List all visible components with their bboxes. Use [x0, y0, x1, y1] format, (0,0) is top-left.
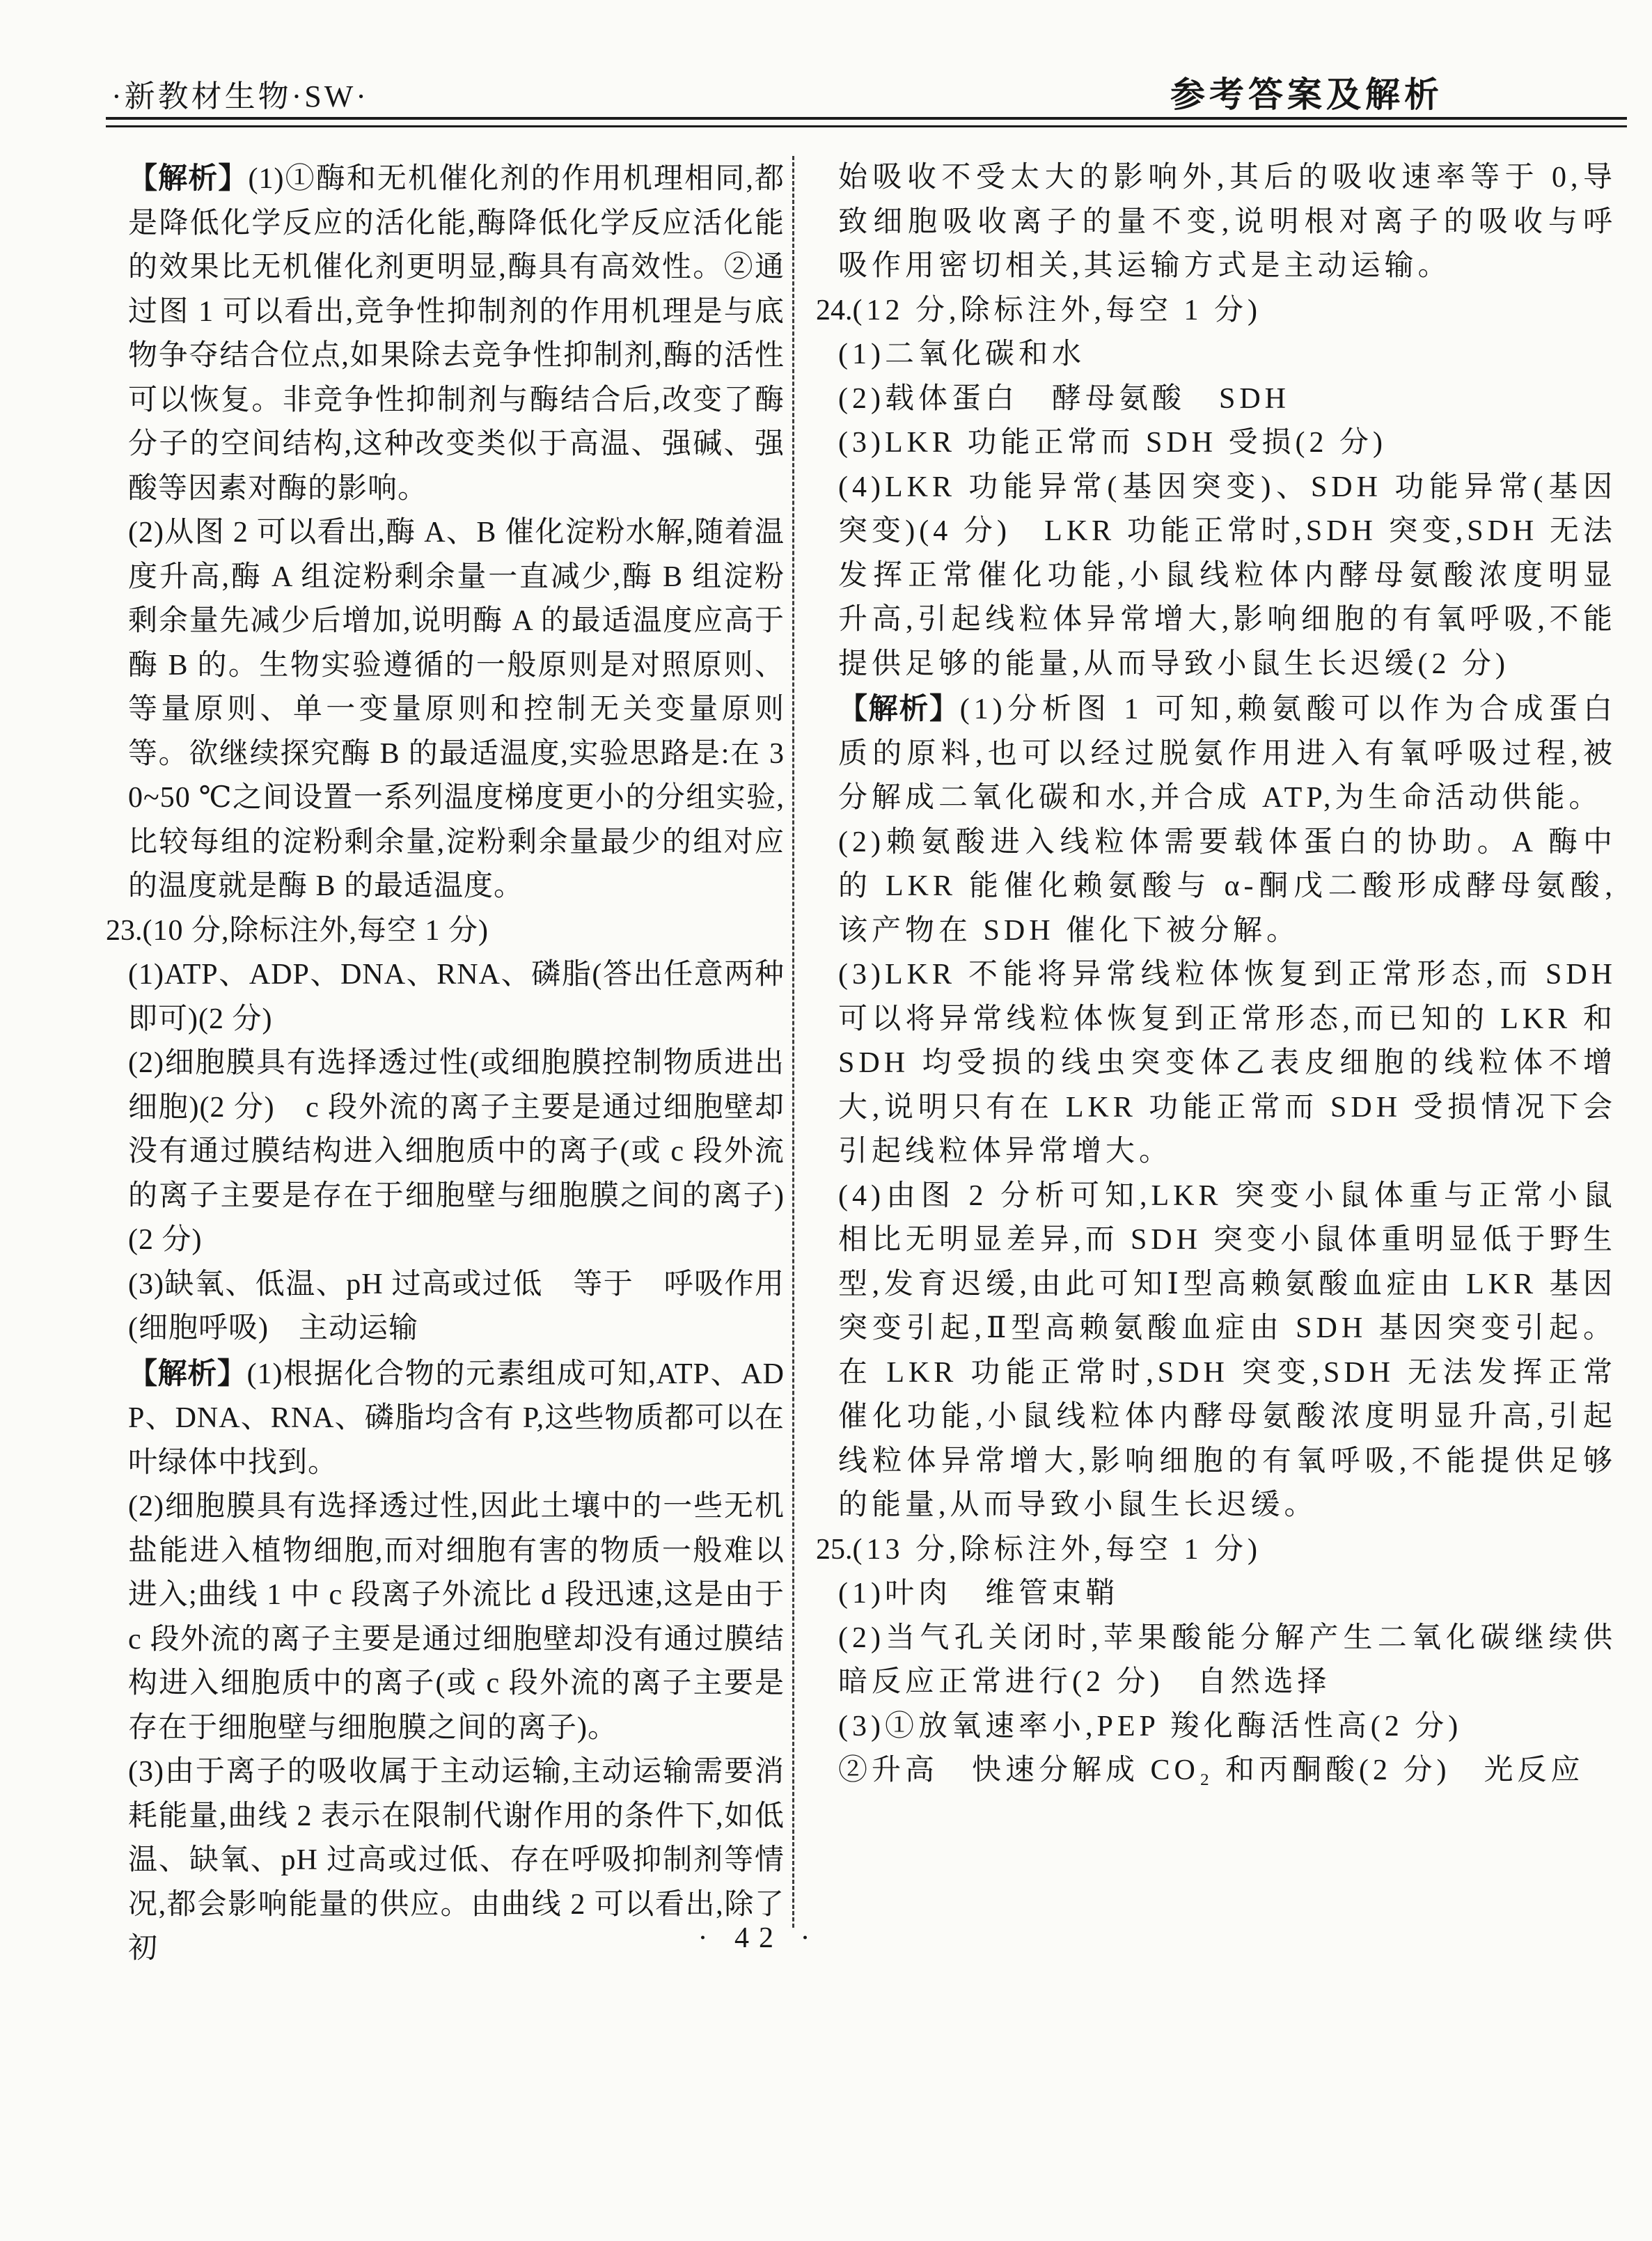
answer-paragraph: 【解析】(1)①酶和无机催化剂的作用机理相同,都是降低化学反应的活化能,酶降低化学反应活化能的效果比无机催化剂更明显,酶具有高效性。②通过图 1 可以看出,竞争性抑制剂的作用机理是与底物争夺结合位点,如果除去竞争性抑制剂,酶的活性可以恢复。非竞争性抑制剂与酶结合后,改变了酶分子的空间结构,这种改变类似于高温、强碱、强酸等因素对酶的影响。 — [128, 162, 785, 505]
answer-paragraph: 【解析】(1)分析图 1 可知,赖氨酸可以作为合成蛋白质的原料,也可以经过脱氨作用进入有氧呼吸过程,被分解成二氧化碳和水,并合成 ATP,为生命活动供能。 — [838, 692, 1616, 814]
question-item-paragraph: 23.(10 分,除标注外,每空 1 分) — [106, 914, 489, 947]
answer-paragraph: (4)由图 2 分析可知,LKR 突变小鼠体重与正常小鼠相比无明显差异,而 SDH 突变小鼠体重明显低于野生型,发育迟缓,由此可知Ⅰ型高赖氨酸血症由 LKR 基因突变引起,Ⅱ型高赖氨酸血症由 SDH 基因突变引起。在 LKR 功能正常时,SDH 突变,SDH 无法发挥正常催化功能,小鼠线粒体内酵母氨酸浓度明显升高,引起线粒体异常增大,影响细胞的有氧呼吸,不能提供足够的能量,从而导致小鼠生长迟缓。 — [838, 1179, 1616, 1521]
answer-paragraph: (1)ATP、ADP、DNA、RNA、磷脂(答出任意两种即可)(2 分) — [128, 959, 785, 1035]
item-number: 25. — [816, 1533, 853, 1566]
column-right — [816, 156, 1616, 1793]
answer-paragraph: (2)细胞膜具有选择透过性(或细胞膜控制物质进出细胞)(2 分) c 段外流的离子主要是通过细胞壁却没有通过膜结构进入细胞质中的离子(或 c 段外流的离子主要是存在于细胞壁与细胞膜之间的离子)(2 分) — [128, 1047, 785, 1256]
analysis-label: 【解析】 — [128, 1356, 247, 1390]
answer-paragraph: (3)由于离子的吸收属于主动运输,主动运输需要消耗能量,曲线 2 表示在限制代谢作用的条件下,如低温、缺氧、pH 过高或过低、存在呼吸抑制剂等情况,都会影响能量的供应。由曲线 2 可以看出,除了初 — [128, 1756, 785, 1965]
column-left — [106, 156, 785, 1972]
item-number: 23. — [106, 914, 143, 947]
answer-paragraph: (2)细胞膜具有选择透过性,因此土壤中的一些无机盐能进入植物细胞,而对细胞有害的物质一般难以进入;曲线 1 中 c 段离子外流比 d 段迅速,这是由于 c 段外流的离子主要是通过细胞壁却没有通过膜结构进入细胞质中的离子(或 c 段外流的离子主要是存在于细胞壁与细胞膜之间的离子)。 — [128, 1491, 785, 1744]
answer-paragraph: (1)二氧化碳和水 — [838, 338, 1085, 370]
question-item-paragraph: 25.(13 分,除标注外,每空 1 分) — [816, 1533, 1261, 1566]
item-number: 24. — [816, 294, 853, 327]
page-number: · 42 · — [698, 1922, 820, 1954]
header-double-rule — [106, 117, 1627, 127]
analysis-label: 【解析】 — [838, 692, 960, 725]
answer-paragraph: (4)LKR 功能异常(基因突变)、SDH 功能异常(基因突变)(4 分) LKR 功能正常时,SDH 突变,SDH 无法发挥正常催化功能,小鼠线粒体内酵母氨酸浓度明显升高,引起线粒体异常增大,影响细胞的有氧呼吸,不能提供足够的能量,从而导致小鼠生长迟缓(2 分) — [838, 471, 1616, 680]
answer-paragraph: (3)①放氧速率小,PEP 羧化酶活性高(2 分) — [838, 1710, 1463, 1743]
answer-paragraph: (1)叶肉 维管束鞘 — [838, 1578, 1119, 1610]
header-book-title: ·新教材生物·SW· — [111, 79, 369, 113]
two-column-text-area — [106, 156, 1627, 1972]
answer-paragraph: (2)从图 2 可以看出,酶 A、B 催化淀粉水解,随着温度升高,酶 A 组淀粉剩余量一直减少,酶 B 组淀粉剩余量先减少后增加,说明酶 A 的最适温度应高于酶 B 的。生物实验遵循的一般原则是对照原则、等量原则、单一变量原则和控制无关变量原则等。欲继续探究酶 B 的最适温度,实验思路是:在 30~50 ℃之间设置一系列温度梯度更小的分组实验,比较每组的淀粉剩余量,淀粉剩余量最少的组对应的温度就是酶 B 的最适温度。 — [128, 517, 785, 902]
answer-paragraph: (2)当气孔关闭时,苹果酸能分解产生二氧化碳继续供暗反应正常进行(2 分) 自然选择 — [838, 1621, 1616, 1698]
answer-paragraph: (3)缺氧、低温、pH 过高或过低 等于 呼吸作用(细胞呼吸) 主动运输 — [128, 1268, 785, 1344]
answer-paragraph: ②升高 快速分解成 CO₂ 和丙酮酸(2 分) 光反应 — [838, 1754, 1584, 1786]
answer-paragraph: (3)LKR 不能将异常线粒体恢复到正常形态,而 SDH 可以将异常线粒体恢复到正常形态,而已知的 LKR 和 SDH 均受损的线虫突变体乙表皮细胞的线粒体不增大,说明只有在 LKR 功能正常而 SDH 受损情况下会引起线粒体异常增大。 — [838, 959, 1616, 1167]
answer-paragraph: (2)赖氨酸进入线粒体需要载体蛋白的协助。A 酶中的 LKR 能催化赖氨酸与 α-酮戊二酸形成酵母氨酸,该产物在 SDH 催化下被分解。 — [838, 826, 1616, 947]
answer-paragraph: (3)LKR 功能正常而 SDH 受损(2 分) — [838, 427, 1387, 459]
analysis-label: 【解析】 — [128, 162, 249, 194]
header-section-title: 参考答案及解析 — [1170, 75, 1443, 114]
column-divider-dashed-line — [792, 156, 794, 1928]
answer-paragraph: 始吸收不受太大的影响外,其后的吸收速率等于 0,导致细胞吸收离子的量不变,说明根对离子的吸收与呼吸作用密切相关,其运输方式是主动运输。 — [838, 162, 1616, 282]
answer-paragraph: 【解析】(1)根据化合物的元素组成可知,ATP、ADP、DNA、RNA、磷脂均含有 P,这些物质都可以在叶绿体中找到。 — [128, 1356, 785, 1479]
question-item-paragraph: 24.(12 分,除标注外,每空 1 分) — [816, 294, 1261, 327]
answer-paragraph: (2)载体蛋白 酵母氨酸 SDH — [838, 382, 1290, 415]
